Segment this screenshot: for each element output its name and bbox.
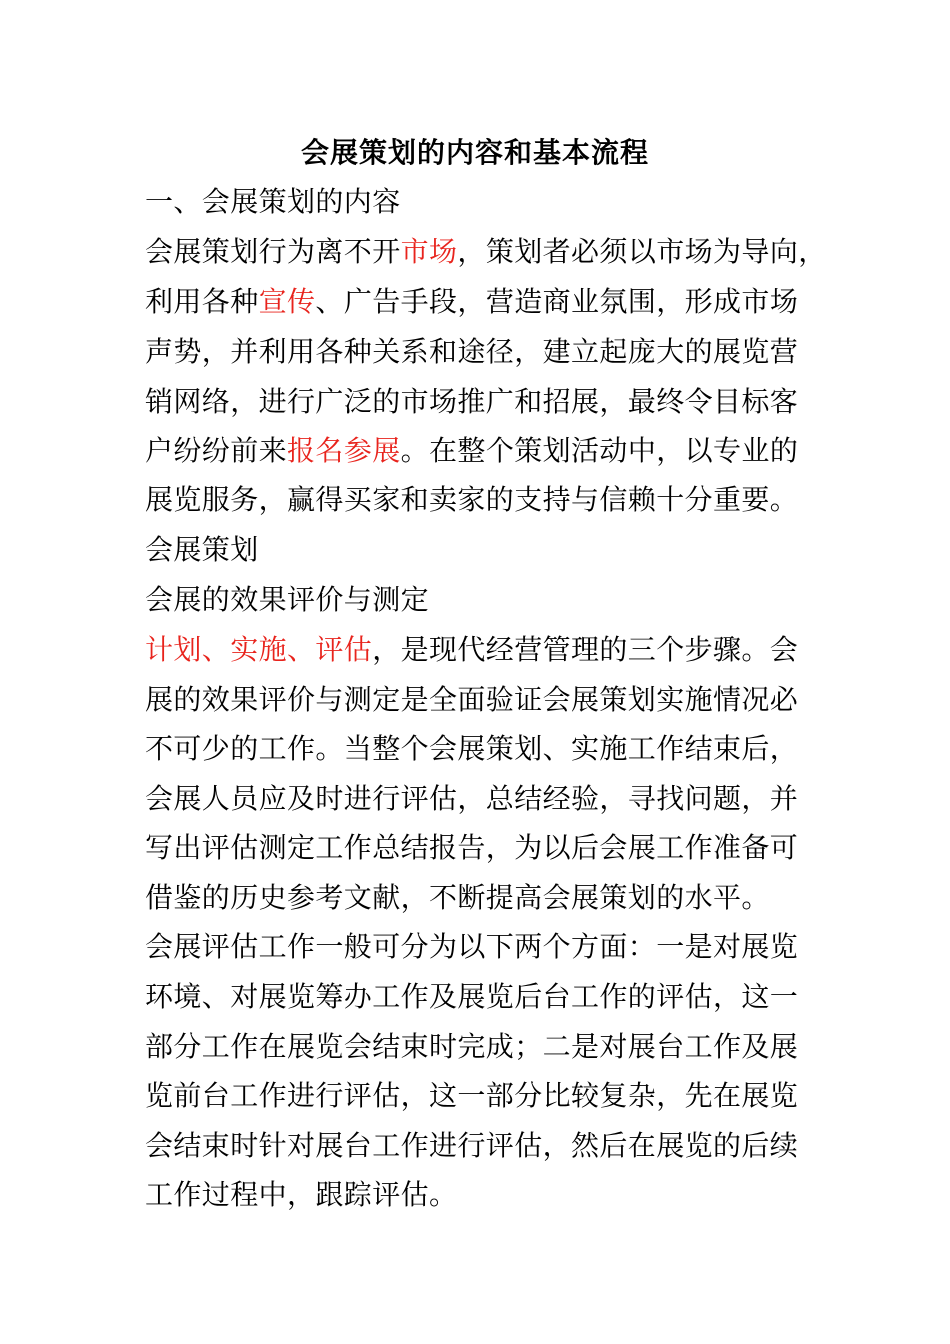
paragraph-line: 会展评估工作一般可分为以下两个方面：一是对展览 xyxy=(145,930,799,963)
paragraph-line: 借鉴的历史参考文献，不断提高会展策划的水平。 xyxy=(145,881,770,914)
document-title: 会展策划的内容和基本流程 xyxy=(300,136,649,169)
paragraph-line: 展览服务，赢得买家和卖家的支持与信赖十分重要。 xyxy=(145,483,799,516)
paragraph-line xyxy=(145,277,798,327)
text-run: 利用各种 xyxy=(145,285,259,318)
paragraph-line: 会展人员应及时进行评估，总结经验，寻找问题，并 xyxy=(145,782,799,815)
highlighted-text: 市场 xyxy=(400,235,458,268)
subheading: 会展的效果评价与测定 xyxy=(145,583,430,616)
subheading: 会展策划 xyxy=(145,533,259,566)
paragraph-line: 环境、对展览筹办工作及展览后台工作的评估，这一 xyxy=(145,980,799,1013)
paragraph-line: 展的效果评价与测定是全面验证会展策划实施情况必 xyxy=(145,683,799,716)
section-heading: 一、会展策划的内容 xyxy=(145,185,401,218)
paragraph-line: 销网络，进行广泛的市场推广和招展，最终令目标客 xyxy=(145,385,799,418)
text-run: ，是现代经营管理的三个步骤。会 xyxy=(372,633,799,666)
text-run: 户纷纷前来 xyxy=(145,434,288,467)
paragraph-line xyxy=(145,426,798,476)
highlighted-text: 宣传 xyxy=(258,285,316,318)
paragraph-line xyxy=(145,625,798,675)
highlighted-text: 报名参展 xyxy=(287,434,401,467)
paragraph-line: 写出评估测定工作总结报告，为以后会展工作准备可 xyxy=(145,831,799,864)
paragraph-line xyxy=(145,227,827,277)
paragraph-line: 会结束时针对展台工作进行评估，然后在展览的后续 xyxy=(145,1129,799,1162)
text-run: ，策划者必须以市场为导向， xyxy=(457,235,827,268)
text-run: 。在整个策划活动中，以专业的 xyxy=(400,434,799,467)
paragraph-line: 览前台工作进行评估，这一部分比较复杂，先在展览 xyxy=(145,1079,799,1112)
paragraph-line: 声势，并利用各种关系和途径，建立起庞大的展览营 xyxy=(145,335,799,368)
highlighted-text: 计划、实施、评估 xyxy=(145,633,373,666)
paragraph-line: 工作过程中，跟踪评估。 xyxy=(145,1178,458,1211)
text-run: 会展策划行为离不开 xyxy=(145,235,401,268)
text-run: 、广告手段，营造商业氛围，形成市场 xyxy=(315,285,799,318)
paragraph-line: 部分工作在展览会结束时完成；二是对展台工作及展 xyxy=(145,1030,799,1063)
paragraph-line: 不可少的工作。当整个会展策划、实施工作结束后， xyxy=(145,732,799,765)
